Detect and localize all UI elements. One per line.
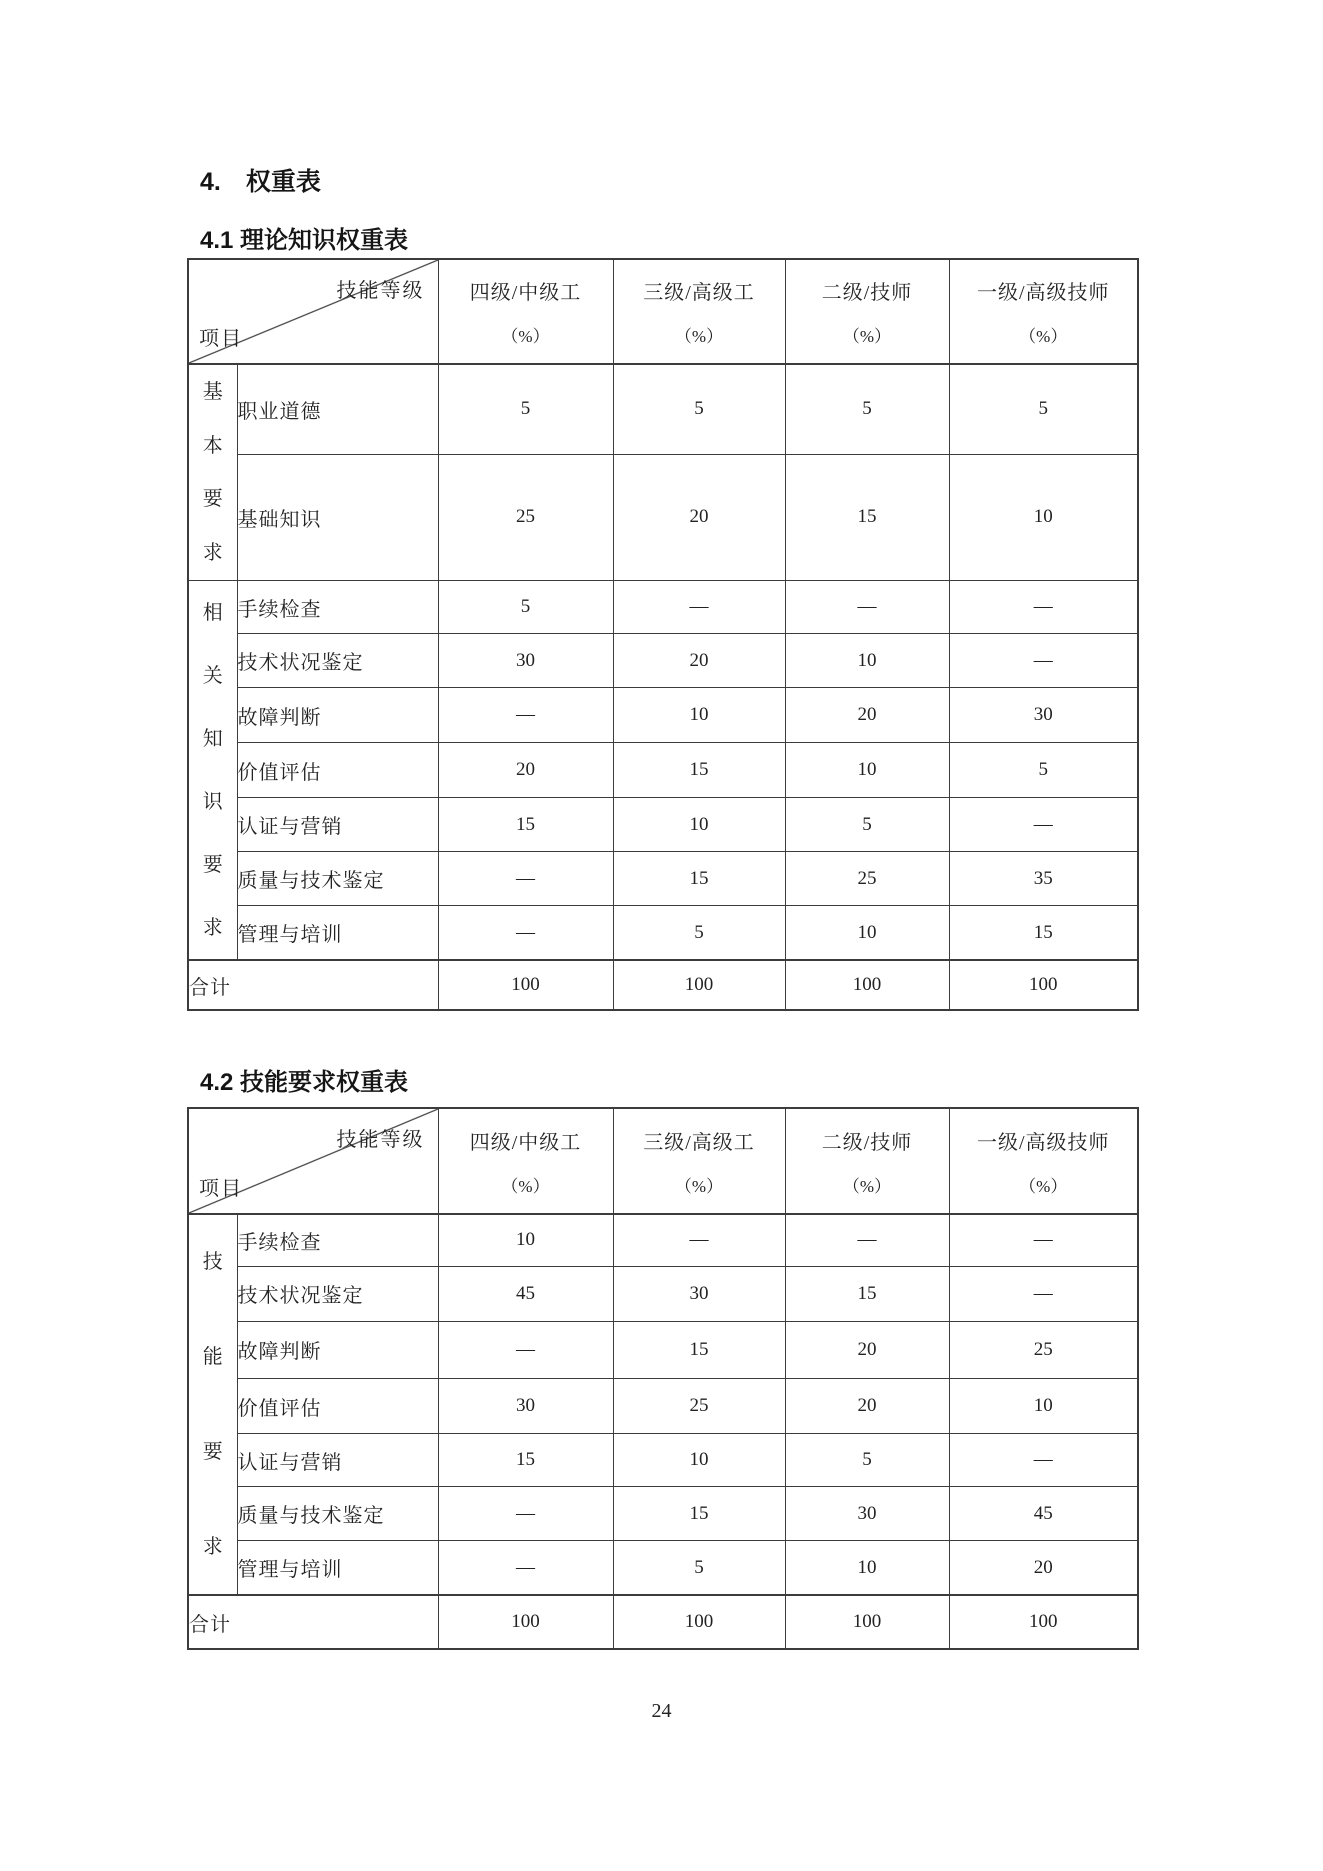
item-label: 质量与技术鉴定 xyxy=(237,852,438,906)
item-label: 职业道德 xyxy=(237,364,438,454)
value-cell: — xyxy=(438,906,613,960)
corner-top-label: 技能等级 xyxy=(336,1129,425,1151)
column-header xyxy=(438,1108,613,1214)
item-label: 手续检查 xyxy=(237,581,438,634)
value-cell: — xyxy=(785,1214,949,1266)
total-value-cell: 100 xyxy=(949,960,1138,1010)
weight-table-1 xyxy=(187,258,1139,1011)
group-label-text xyxy=(189,365,237,580)
value-cell: 5 xyxy=(785,1434,949,1487)
weight-table-2 xyxy=(187,1107,1139,1650)
item-label: 质量与技术鉴定 xyxy=(237,1487,438,1541)
group-label-text xyxy=(189,581,237,959)
column-header xyxy=(949,1108,1138,1214)
table-row xyxy=(188,1378,1138,1433)
table-row xyxy=(188,906,1138,960)
table-row xyxy=(188,454,1138,580)
item-label: 基础知识 xyxy=(237,454,438,580)
value-cell: 5 xyxy=(613,906,785,960)
value-cell: 35 xyxy=(949,852,1138,906)
column-unit: （%） xyxy=(842,327,892,346)
corner-cell xyxy=(188,259,438,364)
value-cell: 15 xyxy=(438,798,613,852)
column-header xyxy=(613,259,785,364)
group-label-char: 要 xyxy=(202,1440,223,1463)
column-header xyxy=(785,259,949,364)
total-value-cell: 100 xyxy=(613,1595,785,1649)
value-cell: 10 xyxy=(613,798,785,852)
table-row xyxy=(188,364,1138,454)
header-row xyxy=(188,1108,1138,1214)
value-cell: 20 xyxy=(613,454,785,580)
column-unit: （%） xyxy=(674,327,724,346)
item-label: 价值评估 xyxy=(237,1378,438,1433)
corner-bottom-label: 项目 xyxy=(199,328,243,350)
value-cell: 10 xyxy=(949,1378,1138,1433)
value-cell: 45 xyxy=(949,1487,1138,1541)
item-label: 手续检查 xyxy=(237,1214,438,1266)
table-row xyxy=(188,852,1138,906)
group-label-char: 识 xyxy=(202,790,223,813)
column-header xyxy=(949,259,1138,364)
value-cell: 5 xyxy=(785,798,949,852)
column-label: 一级/高级技师 xyxy=(976,1131,1110,1154)
value-cell: 20 xyxy=(785,1321,949,1378)
value-cell: 5 xyxy=(949,364,1138,454)
table-row xyxy=(188,688,1138,743)
value-cell: 20 xyxy=(438,743,613,798)
group-label-char: 要 xyxy=(202,488,223,511)
value-cell: 10 xyxy=(785,1541,949,1595)
value-cell: — xyxy=(438,1487,613,1541)
corner-bottom-label: 项目 xyxy=(199,1178,243,1200)
table-row xyxy=(188,581,1138,634)
value-cell: — xyxy=(613,581,785,634)
group-label-char: 要 xyxy=(202,853,223,876)
total-value-cell: 100 xyxy=(613,960,785,1010)
value-cell: 20 xyxy=(785,688,949,743)
value-cell: — xyxy=(949,581,1138,634)
table-row xyxy=(188,798,1138,852)
column-header xyxy=(613,1108,785,1214)
total-value-cell: 100 xyxy=(438,1595,613,1649)
table-row xyxy=(188,1487,1138,1541)
value-cell: 20 xyxy=(785,1378,949,1433)
value-cell: 15 xyxy=(785,1266,949,1321)
value-cell: — xyxy=(438,852,613,906)
value-cell: 5 xyxy=(785,364,949,454)
group-label xyxy=(188,1214,237,1595)
value-cell: 25 xyxy=(613,1378,785,1433)
value-cell: 30 xyxy=(949,688,1138,743)
value-cell: 15 xyxy=(613,1321,785,1378)
group-label-char: 求 xyxy=(202,542,223,565)
column-label: 一级/高级技师 xyxy=(976,282,1110,304)
value-cell: 30 xyxy=(785,1487,949,1541)
value-cell: — xyxy=(949,634,1138,688)
value-cell: 10 xyxy=(785,906,949,960)
table-row xyxy=(188,634,1138,688)
corner-cell xyxy=(188,1108,438,1214)
column-label: 二级/技师 xyxy=(821,282,913,304)
group-label xyxy=(188,364,237,581)
column-unit: （%） xyxy=(674,1176,724,1196)
column-header xyxy=(438,259,613,364)
column-header xyxy=(785,1108,949,1214)
value-cell: — xyxy=(949,1266,1138,1321)
value-cell: — xyxy=(785,581,949,634)
column-unit: （%） xyxy=(1019,1176,1068,1196)
value-cell: — xyxy=(613,1214,785,1266)
total-value-cell: 100 xyxy=(949,1595,1138,1649)
value-cell: 10 xyxy=(785,634,949,688)
group-label-char: 基 xyxy=(202,380,223,403)
value-cell: 45 xyxy=(438,1266,613,1321)
group-label-char: 知 xyxy=(202,727,223,750)
column-unit: （%） xyxy=(1019,327,1068,346)
value-cell: 15 xyxy=(949,906,1138,960)
value-cell: 5 xyxy=(438,581,613,634)
value-cell: 25 xyxy=(949,1321,1138,1378)
item-label: 管理与培训 xyxy=(237,1541,438,1595)
group-label-char: 求 xyxy=(202,916,223,939)
value-cell: 5 xyxy=(438,364,613,454)
page-number: 24 xyxy=(651,1700,672,1722)
total-row xyxy=(188,960,1138,1010)
value-cell: 25 xyxy=(785,852,949,906)
table-row xyxy=(188,1321,1138,1378)
column-unit: （%） xyxy=(842,1176,892,1196)
value-cell: — xyxy=(949,1434,1138,1487)
total-value-cell: 100 xyxy=(785,1595,949,1649)
table-row xyxy=(188,743,1138,798)
value-cell: 15 xyxy=(613,852,785,906)
item-label: 故障判断 xyxy=(237,688,438,743)
item-label: 技术状况鉴定 xyxy=(237,1266,438,1321)
value-cell: 10 xyxy=(613,1434,785,1487)
column-label: 三级/高级工 xyxy=(643,282,755,304)
total-row xyxy=(188,1595,1138,1649)
total-label: 合计 xyxy=(188,960,438,1010)
table-row xyxy=(188,1434,1138,1487)
item-label: 技术状况鉴定 xyxy=(237,634,438,688)
total-value-cell: 100 xyxy=(785,960,949,1010)
value-cell: 10 xyxy=(785,743,949,798)
value-cell: 5 xyxy=(613,1541,785,1595)
value-cell: 20 xyxy=(949,1541,1138,1595)
value-cell: 5 xyxy=(949,743,1138,798)
value-cell: 15 xyxy=(785,454,949,580)
header-row xyxy=(188,259,1138,364)
group-label-text xyxy=(189,1215,237,1594)
table-row xyxy=(188,1541,1138,1595)
value-cell: 15 xyxy=(613,1487,785,1541)
corner-top-label: 技能等级 xyxy=(336,280,425,302)
column-label: 二级/技师 xyxy=(821,1131,913,1154)
value-cell: 30 xyxy=(438,1378,613,1433)
value-cell: — xyxy=(438,688,613,743)
item-label: 认证与营销 xyxy=(237,798,438,852)
column-unit: （%） xyxy=(501,327,550,346)
value-cell: 10 xyxy=(438,1214,613,1266)
item-label: 价值评估 xyxy=(237,743,438,798)
value-cell: 15 xyxy=(613,743,785,798)
table-1-title: 4.1 理论知识权重表 xyxy=(200,227,409,254)
value-cell: 30 xyxy=(613,1266,785,1321)
column-unit: （%） xyxy=(501,1176,550,1196)
value-cell: 20 xyxy=(613,634,785,688)
group-label xyxy=(188,581,237,961)
table-row xyxy=(188,1266,1138,1321)
item-label: 故障判断 xyxy=(237,1321,438,1378)
table-row xyxy=(188,1214,1138,1266)
value-cell: 10 xyxy=(613,688,785,743)
table-2-title: 4.2 技能要求权重表 xyxy=(200,1069,409,1096)
value-cell: — xyxy=(438,1321,613,1378)
group-label-char: 本 xyxy=(202,434,223,457)
value-cell: 30 xyxy=(438,634,613,688)
section-heading: 4. 权重表 xyxy=(200,168,321,196)
group-label-char: 能 xyxy=(202,1346,223,1369)
value-cell: 25 xyxy=(438,454,613,580)
group-label-char: 求 xyxy=(202,1535,223,1558)
value-cell: — xyxy=(949,1214,1138,1266)
group-label-char: 关 xyxy=(202,664,223,687)
value-cell: — xyxy=(438,1541,613,1595)
column-label: 四级/中级工 xyxy=(469,282,582,304)
total-label: 合计 xyxy=(188,1595,438,1649)
value-cell: 10 xyxy=(949,454,1138,580)
column-label: 四级/中级工 xyxy=(469,1131,582,1154)
value-cell: 5 xyxy=(613,364,785,454)
item-label: 认证与营销 xyxy=(237,1434,438,1487)
value-cell: 15 xyxy=(438,1434,613,1487)
group-label-char: 相 xyxy=(202,601,223,624)
group-label-char: 技 xyxy=(202,1251,223,1274)
total-value-cell: 100 xyxy=(438,960,613,1010)
item-label: 管理与培训 xyxy=(237,906,438,960)
value-cell: — xyxy=(949,798,1138,852)
column-label: 三级/高级工 xyxy=(643,1131,755,1154)
